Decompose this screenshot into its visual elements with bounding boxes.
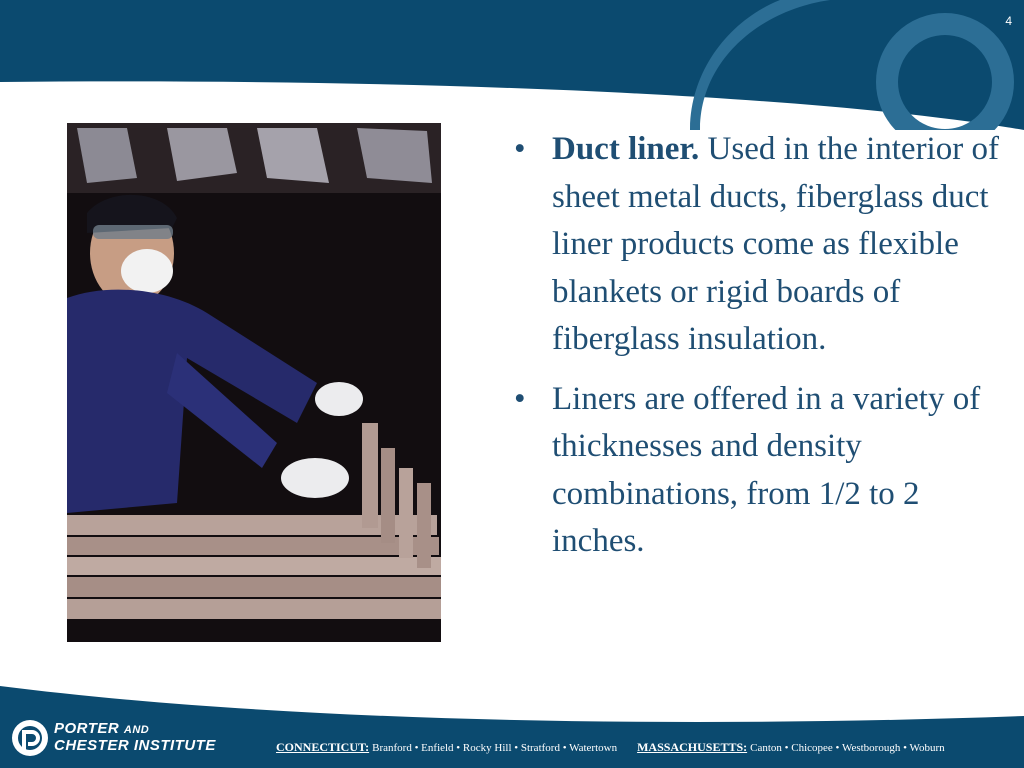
porter-chester-logo-icon <box>10 718 50 758</box>
fiberglass-worker-photo <box>67 123 441 642</box>
connecticut-cities: Branford • Enfield • Rocky Hill • Stratford • Watertown <box>372 742 618 754</box>
bullet-list <box>510 126 1000 566</box>
bullet-text: Liners are offered in a variety of thicknesses and density combinations, from 1/2 to 2 inches. <box>552 380 981 559</box>
connecticut-label: CONNECTICUT: <box>276 740 370 754</box>
bullet-marker: • <box>514 380 526 417</box>
brand-line1: PORTER <box>54 720 120 737</box>
campus-locations <box>276 740 945 755</box>
bullet-item-liners <box>510 376 1000 566</box>
slide-content <box>510 126 1000 578</box>
header-band <box>0 0 1024 130</box>
brand-name <box>54 721 216 754</box>
bullet-lead: Duct liner. <box>552 131 700 167</box>
brand-and: AND <box>123 724 150 736</box>
brand-line2: CHESTER INSTITUTE <box>54 737 216 754</box>
bullet-marker: • <box>514 131 526 167</box>
massachusetts-label: MASSACHUSETTS: <box>637 740 748 754</box>
bullet-item-duct-liner <box>510 126 1000 364</box>
massachusetts-cities: Canton • Chicopee • Westborough • Woburn <box>750 742 945 754</box>
slide-number: 4 <box>1005 14 1012 28</box>
bullet-text: Used in the interior of sheet metal ducts, fiberglass duct liner products come as flexible blankets or rigid boards of fiberglass insulation. <box>552 131 999 357</box>
